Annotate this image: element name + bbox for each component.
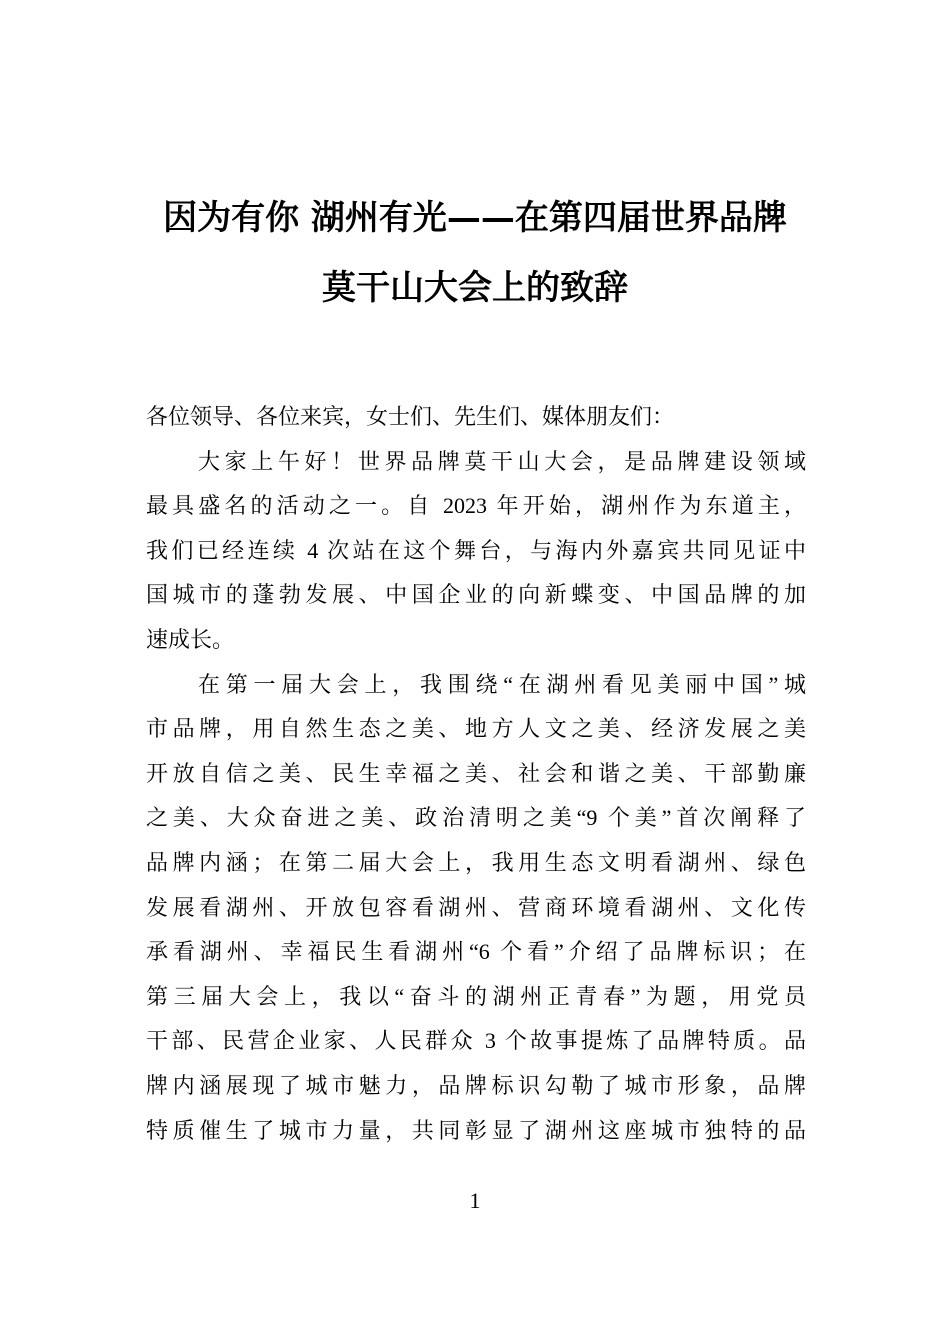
body-line: 市品牌，用自然生态之美、地方人文之美、经济发展之美 (146, 716, 806, 742)
body-line: 速成长。 (146, 626, 235, 652)
body-line: 发展看湖州、开放包容看湖州、营商环境看湖州、文化传 (146, 894, 806, 920)
body-line: 特质催生了城市力量，共同彰显了湖州这座城市独特的品 (146, 1117, 806, 1143)
body-line: 国城市的蓬勃发展、中国企业的向新蝶变、中国品牌的加 (146, 582, 806, 608)
body-line: 品牌内涵；在第二届大会上，我用生态文明看湖州、绿色 (146, 849, 806, 875)
body-line: 承看湖州、幸福民生看湖州“6 个看”介绍了品牌标识；在 (146, 939, 806, 965)
body-line: 最具盛名的活动之一。自 2023 年开始，湖州作为东道主， (146, 493, 806, 519)
page-number: 1 (469, 1188, 481, 1213)
body-line: 牌内涵展现了城市魅力，品牌标识勾勒了城市形象，品牌 (146, 1072, 806, 1098)
body-line: 我们已经连续 4 次站在这个舞台，与海内外嘉宾共同见证中 (146, 537, 806, 563)
body-line: 干部、民营企业家、人民群众 3 个故事提炼了品牌特质。品 (146, 1028, 806, 1054)
body-line: 开放自信之美、民生幸福之美、社会和谐之美、干部勤廉 (146, 760, 806, 786)
body-line: 大家上午好！世界品牌莫干山大会，是品牌建设领域 (198, 448, 806, 474)
body-line: 之美、大众奋进之美、政治清明之美“9 个美”首次阐释了 (146, 805, 806, 831)
body-line: 第三届大会上，我以“奋斗的湖州正青春”为题，用党员 (146, 983, 806, 1009)
salutation-line: 各位领导、各位来宾，女士们、先生们、媒体朋友们： (146, 404, 675, 429)
document-body (146, 395, 806, 1153)
document-title-line-1: 因为有你 湖州有光——在第四届世界品牌 (163, 198, 787, 238)
document-title-line-2: 莫干山大会上的致辞 (322, 268, 628, 308)
body-line: 在第一届大会上，我围绕“在湖州看见美丽中国”城 (198, 671, 806, 697)
